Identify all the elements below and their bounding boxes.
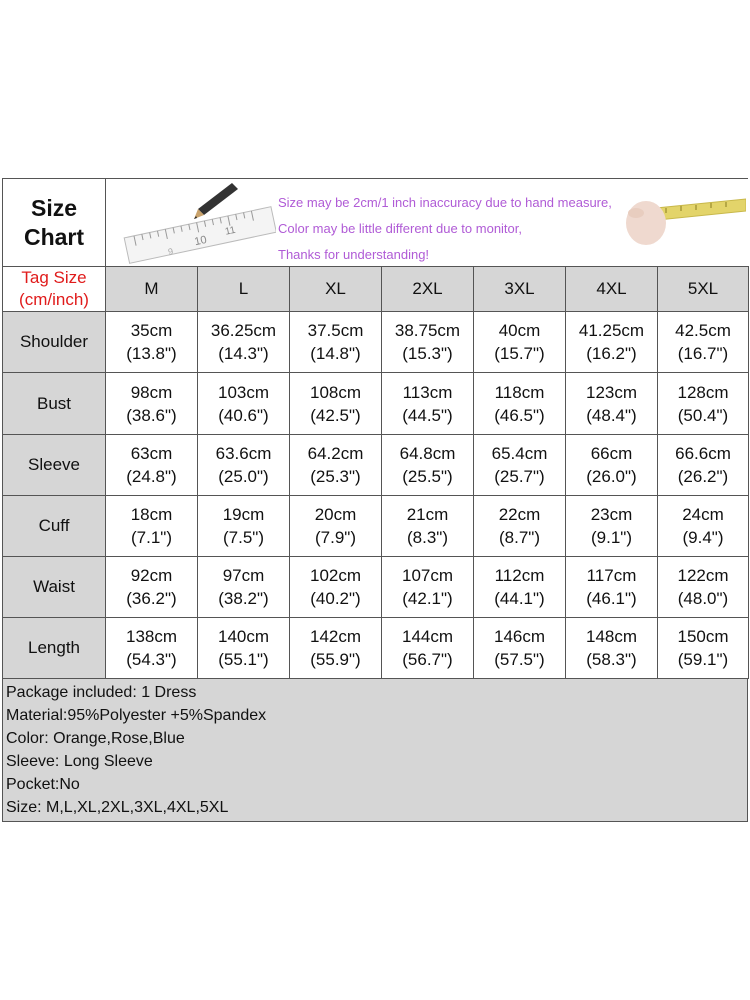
size-header-cell <box>474 267 566 312</box>
value-inch: (25.3") <box>310 467 361 486</box>
value-cm: 102cm <box>309 566 362 585</box>
row-label: Bust <box>36 393 72 413</box>
value-cm: 92cm <box>130 566 173 585</box>
measurement-cell <box>474 557 566 618</box>
note-line-2: Color may be little different due to monitor, <box>278 221 522 236</box>
measurement-cell <box>198 557 290 618</box>
title-line-2: Chart <box>23 223 85 250</box>
ruler-number-10: 10 <box>193 233 208 249</box>
size-label: XL <box>325 279 346 298</box>
value-inch: (48.4") <box>586 405 637 425</box>
value-cm: 103cm <box>217 382 270 402</box>
detail-sizes: Size: M,L,XL,2XL,3XL,4XL,5XL <box>6 799 229 816</box>
value-inch: (46.1") <box>586 589 637 608</box>
measurement-cell <box>474 373 566 435</box>
value-cm: 23cm <box>590 505 633 524</box>
value-cm: 64.2cm <box>307 444 364 463</box>
value-cm: 122cm <box>677 566 729 585</box>
value-cm: 138cm <box>125 627 178 646</box>
measurement-cell <box>290 618 382 679</box>
value-cm: 118cm <box>494 382 545 402</box>
value-cm: 38.75cm <box>394 321 461 340</box>
row-label-cell <box>3 435 106 496</box>
value-inch: (26.2") <box>677 467 729 486</box>
measurement-cell <box>474 496 566 557</box>
value-cm: 24cm <box>682 505 724 524</box>
measurement-cell <box>106 435 198 496</box>
value-cm: 64.8cm <box>399 444 456 463</box>
value-cm: 144cm <box>401 627 454 646</box>
value-inch: (55.1") <box>218 650 269 669</box>
value-inch: (8.3") <box>407 528 448 547</box>
value-cm: 63.6cm <box>215 444 272 463</box>
size-chart-title <box>3 179 106 267</box>
size-label: 5XL <box>687 279 719 298</box>
value-inch: (15.3") <box>402 344 453 363</box>
value-inch: (44.1") <box>494 589 545 608</box>
ruler-number-11: 11 <box>224 224 237 238</box>
value-inch: (25.0") <box>218 467 269 486</box>
value-cm: 37.5cm <box>307 321 364 340</box>
value-cm: 20cm <box>314 505 357 524</box>
measurement-cell <box>198 373 290 435</box>
value-inch: (40.2") <box>310 589 361 608</box>
measurement-cell <box>658 557 749 618</box>
value-inch: (26.0") <box>586 467 637 486</box>
measurement-cell <box>566 496 658 557</box>
measurement-cell <box>290 373 382 435</box>
value-inch: (14.3") <box>218 344 269 363</box>
value-cm: 40cm <box>498 321 541 340</box>
row-label-cell <box>3 618 106 679</box>
value-cm: 22cm <box>498 505 541 524</box>
value-inch: (40.6") <box>218 405 269 425</box>
measurement-cell <box>382 312 474 373</box>
value-inch: (15.7") <box>494 344 545 363</box>
measurement-cell <box>474 312 566 373</box>
measurement-cell <box>658 373 749 435</box>
measurement-cell <box>382 496 474 557</box>
value-inch: (7.9") <box>315 528 356 547</box>
value-inch: (8.7") <box>499 528 540 547</box>
value-inch: (50.4") <box>677 405 729 425</box>
note-line-3: Thanks for understanding! <box>278 247 430 262</box>
value-inch: (58.3") <box>586 650 637 669</box>
detail-material: Material:95%Polyester +5%Spandex <box>6 707 267 724</box>
value-inch: (9.4") <box>682 528 724 547</box>
measurement-cell <box>106 312 198 373</box>
note-line-1: Size may be 2cm/1 inch inaccuracy due to hand measure, <box>278 195 612 210</box>
size-header-cell <box>382 267 474 312</box>
value-cm: 18cm <box>130 505 173 524</box>
detail-color: Color: Orange,Rose,Blue <box>6 730 185 747</box>
measurement-cell <box>382 557 474 618</box>
value-inch: (42.1") <box>402 589 453 608</box>
ruler-pencil-illustration <box>106 179 276 267</box>
value-cm: 112cm <box>494 566 545 585</box>
tag-size-line-2: (cm/inch) <box>19 290 89 309</box>
value-cm: 65.4cm <box>491 444 548 463</box>
value-cm: 42.5cm <box>675 321 731 340</box>
value-inch: (48.0") <box>677 589 729 608</box>
value-cm: 98cm <box>130 382 173 402</box>
measurement-cell <box>474 435 566 496</box>
size-header-cell <box>290 267 382 312</box>
value-inch: (44.5") <box>402 405 453 425</box>
tape-measure-hand-illustration <box>606 179 746 267</box>
measurement-cell <box>198 496 290 557</box>
size-label: M <box>144 279 159 298</box>
value-cm: 41.25cm <box>578 321 645 340</box>
value-cm: 97cm <box>222 566 265 585</box>
measurement-cell <box>658 435 749 496</box>
row-label-cell <box>3 312 106 373</box>
size-header-cell <box>198 267 290 312</box>
value-inch: (16.2") <box>586 344 637 363</box>
measurement-cell <box>106 373 198 435</box>
value-inch: (57.5") <box>494 650 545 669</box>
measurement-cell <box>198 435 290 496</box>
value-cm: 148cm <box>585 627 638 646</box>
value-cm: 123cm <box>585 382 638 402</box>
value-cm: 66cm <box>590 444 633 463</box>
tag-size-line-1: Tag Size <box>21 268 87 287</box>
product-details <box>3 679 747 821</box>
title-line-1: Size <box>30 194 78 221</box>
value-cm: 140cm <box>217 627 270 646</box>
row-label: Sleeve <box>28 455 80 474</box>
value-inch: (59.1") <box>677 650 729 669</box>
value-cm: 150cm <box>677 627 729 646</box>
value-inch: (13.8") <box>126 344 177 363</box>
measurement-cell <box>198 618 290 679</box>
measurement-note-banner <box>106 179 749 267</box>
measurement-cell <box>566 557 658 618</box>
value-cm: 107cm <box>401 566 454 585</box>
measurement-cell <box>198 312 290 373</box>
value-cm: 66.6cm <box>675 444 731 463</box>
value-inch: (42.5") <box>310 405 361 425</box>
ruler-number-9: 9 <box>167 246 175 257</box>
size-header-cell <box>658 267 749 312</box>
measurement-cell <box>290 496 382 557</box>
row-label: Shoulder <box>19 332 89 351</box>
value-inch: (7.1") <box>131 528 172 547</box>
tag-size-label <box>3 267 106 312</box>
size-header-cell <box>106 267 198 312</box>
row-label-cell <box>3 373 106 435</box>
measurement-cell <box>290 435 382 496</box>
value-inch: (24.8") <box>126 467 177 486</box>
measurement-cell <box>474 618 566 679</box>
measurement-cell <box>566 373 658 435</box>
size-label: L <box>238 279 249 298</box>
value-inch: (16.7") <box>677 344 729 363</box>
size-label: 4XL <box>596 279 627 298</box>
row-label-cell <box>3 557 106 618</box>
value-inch: (7.5") <box>223 528 264 547</box>
value-cm: 117cm <box>586 566 637 585</box>
size-label: 2XL <box>412 279 443 298</box>
measurement-cell <box>658 312 749 373</box>
measurement-cell <box>658 496 749 557</box>
row-label: Waist <box>33 577 75 596</box>
row-label: Cuff <box>38 516 70 535</box>
value-inch: (14.8") <box>310 344 361 363</box>
detail-sleeve: Sleeve: Long Sleeve <box>6 753 153 770</box>
measurement-cell <box>566 435 658 496</box>
measurement-cell <box>290 557 382 618</box>
detail-pocket: Pocket:No <box>6 776 80 793</box>
value-inch: (38.6") <box>126 405 177 425</box>
value-inch: (55.9") <box>310 650 361 669</box>
value-cm: 21cm <box>406 505 449 524</box>
value-inch: (46.5") <box>494 405 545 425</box>
value-cm: 36.25cm <box>210 321 277 340</box>
measurement-cell <box>106 496 198 557</box>
size-label: 3XL <box>504 279 535 298</box>
value-inch: (56.7") <box>402 650 453 669</box>
value-cm: 19cm <box>222 505 265 524</box>
measurement-cell <box>382 618 474 679</box>
value-inch: (25.7") <box>494 467 545 486</box>
value-cm: 146cm <box>493 627 546 646</box>
measurement-cell <box>382 435 474 496</box>
row-label: Length <box>28 638 80 657</box>
measurement-cell <box>566 312 658 373</box>
size-header-cell <box>566 267 658 312</box>
value-inch: (9.1") <box>591 528 632 547</box>
value-cm: 128cm <box>677 382 729 402</box>
value-cm: 113cm <box>402 382 453 402</box>
value-cm: 108cm <box>309 382 362 402</box>
measurement-cell <box>106 557 198 618</box>
value-cm: 63cm <box>130 444 173 463</box>
row-label-cell <box>3 496 106 557</box>
measurement-cell <box>106 618 198 679</box>
value-inch: (38.2") <box>218 589 269 608</box>
measurement-cell <box>566 618 658 679</box>
detail-package: Package included: 1 Dress <box>6 684 197 701</box>
size-chart-table <box>2 178 748 822</box>
value-inch: (54.3") <box>126 650 177 669</box>
value-inch: (25.5") <box>402 467 453 486</box>
measurement-cell <box>382 373 474 435</box>
measurement-cell <box>658 618 749 679</box>
value-cm: 142cm <box>309 627 362 646</box>
value-cm: 35cm <box>130 321 173 340</box>
pencil-icon <box>194 183 238 219</box>
value-inch: (36.2") <box>126 589 177 608</box>
measurement-cell <box>290 312 382 373</box>
